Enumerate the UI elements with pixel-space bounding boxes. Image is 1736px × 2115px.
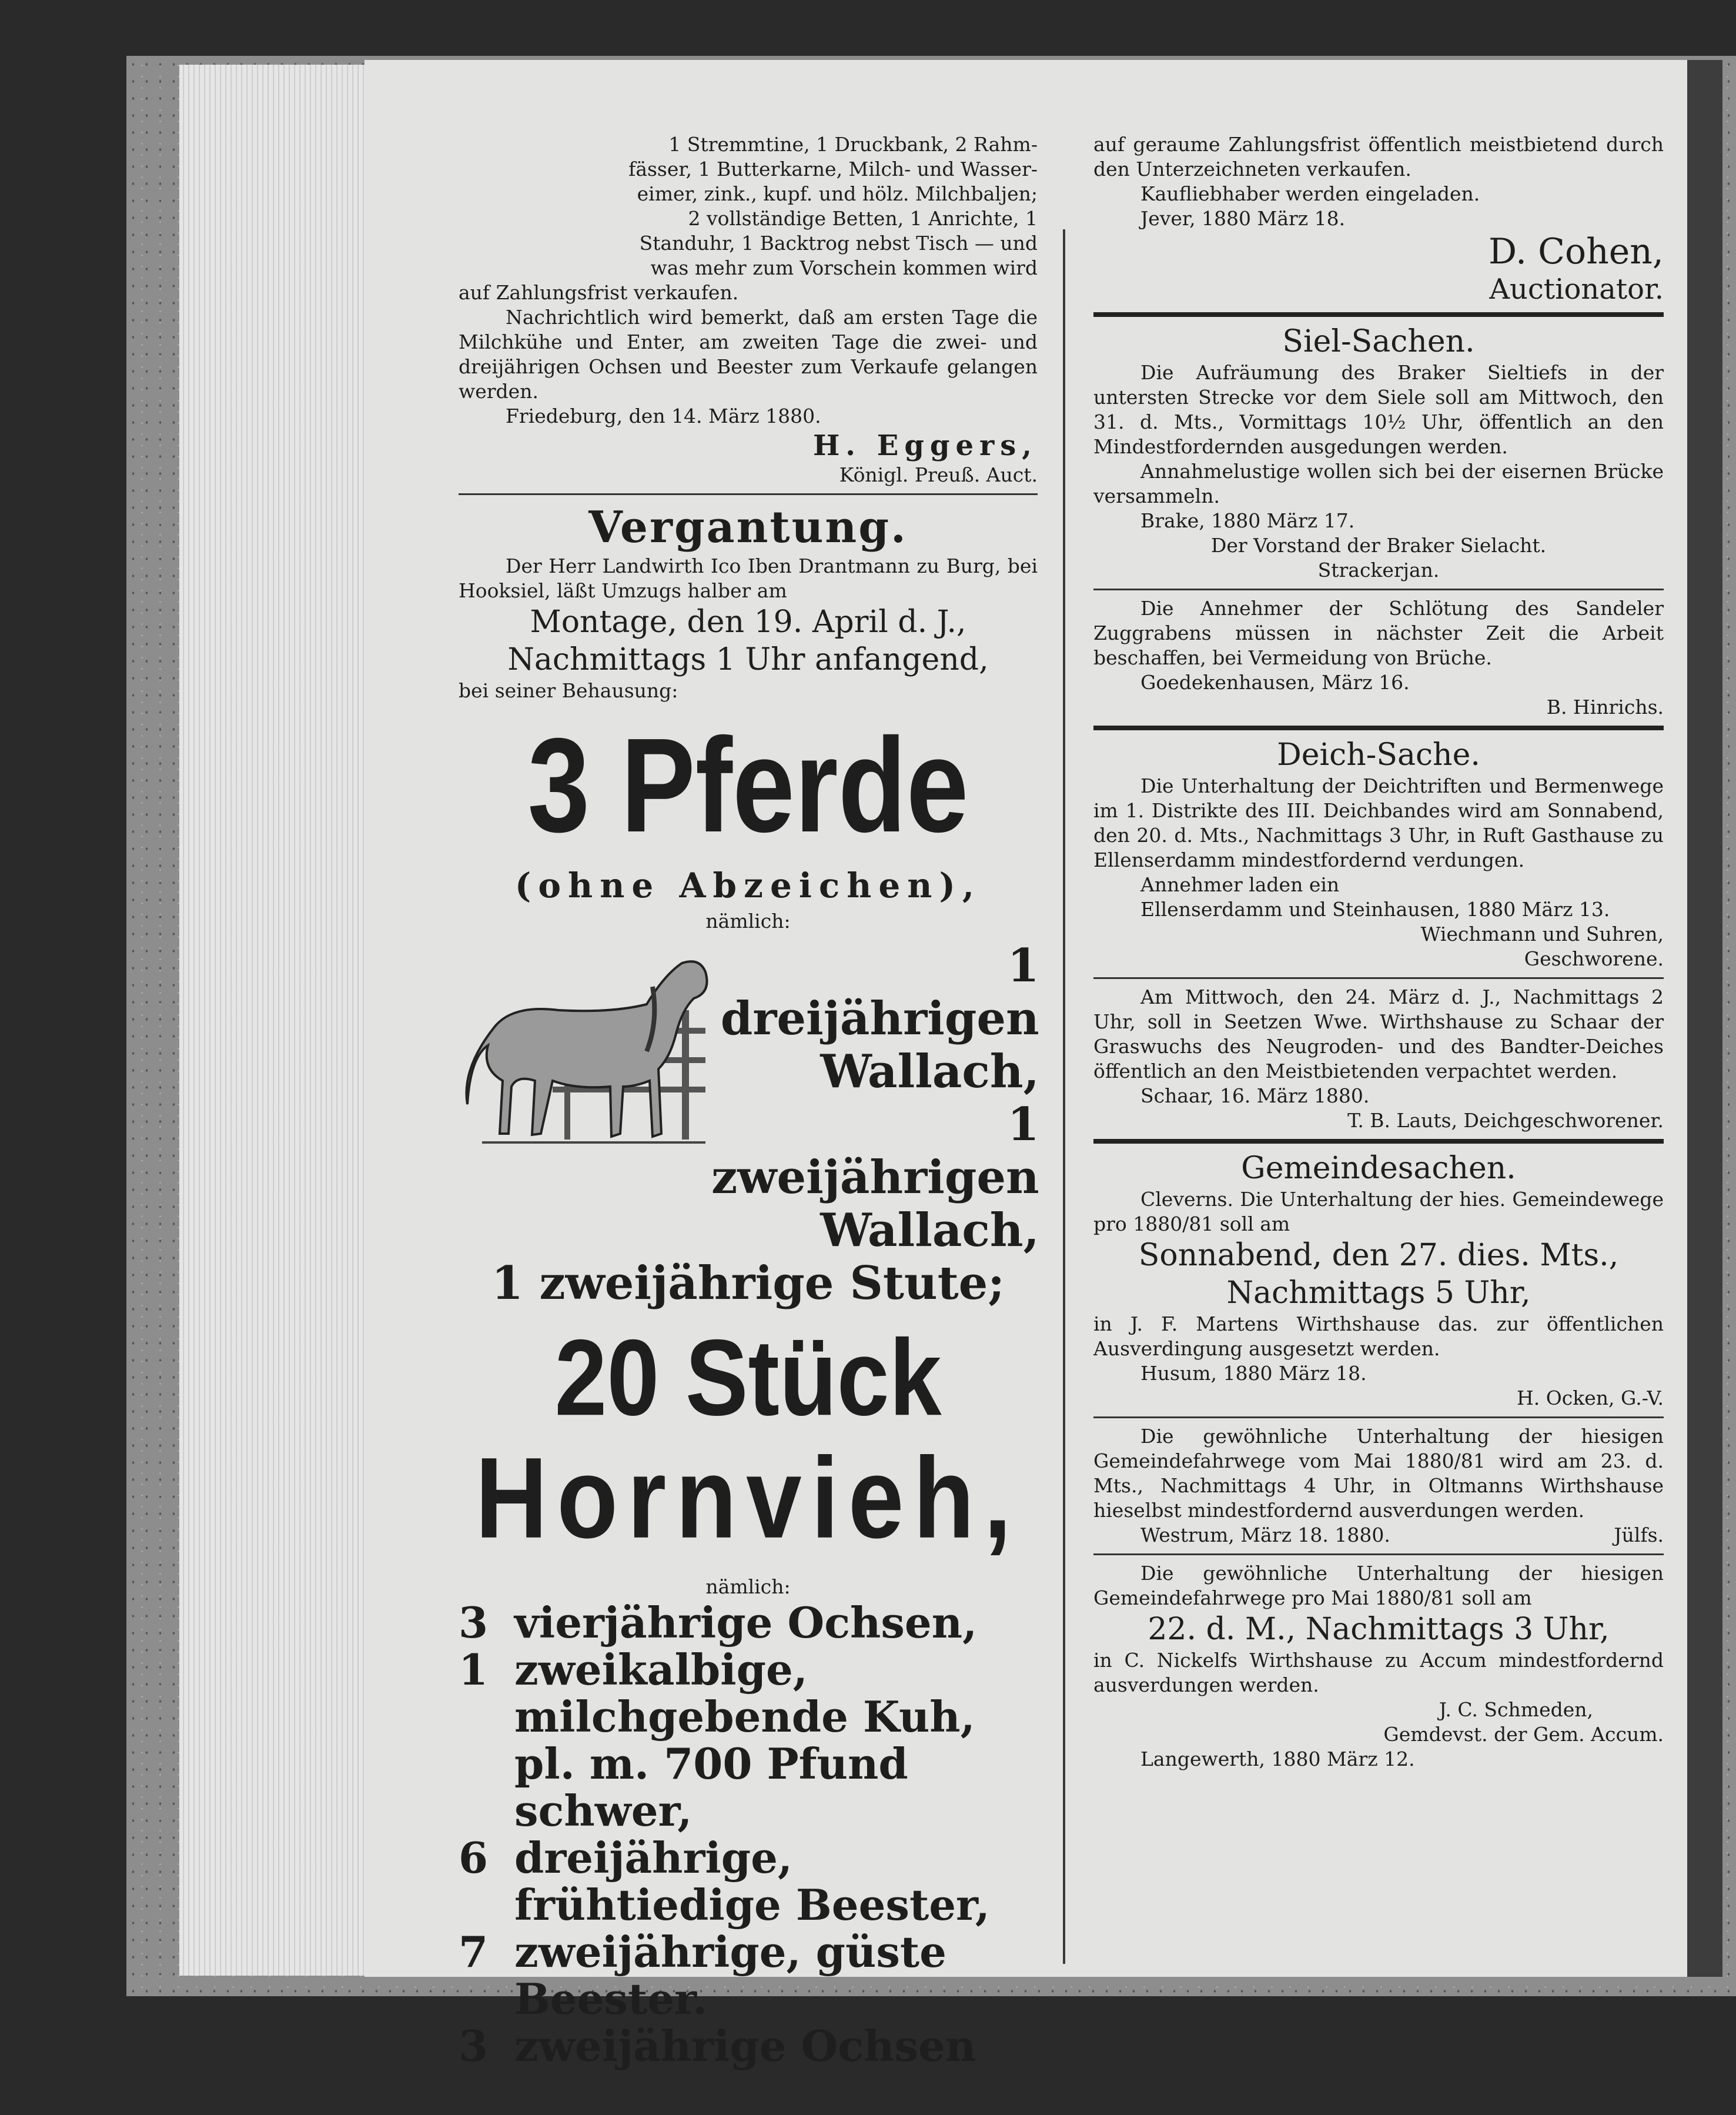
stueck-heading: 20 Stück	[554, 1317, 942, 1438]
horse-item: Wallach,	[820, 1045, 1039, 1098]
gemeinde-time: Nachmittags 5 Uhr,	[1226, 1275, 1531, 1311]
gemeinde-text2: in J. F. Martens Wirthshause das. zur öffentlichen Ausverdingung ausgesetzt werden.	[1093, 1312, 1664, 1360]
deich-place: Ellenserdamm und Steinhausen, 1880 März 13.	[1140, 898, 1610, 921]
siel-date: Brake, 1880 März 17.	[1140, 509, 1355, 532]
cohen-name: D. Cohen,	[1488, 231, 1664, 272]
gemeinde-text: Cleverns. Die Unterhaltung der hies. Gemeindewege pro 1880/81 soll am	[1093, 1188, 1664, 1235]
gemeinde-name: H. Ocken, G.-V.	[1516, 1386, 1664, 1409]
westrum-place: Westrum, März 18. 1880.	[1140, 1523, 1390, 1546]
stute-item: 1 zweijährige Stute;	[491, 1257, 1005, 1310]
deich-heading: Deich-Sache.	[1277, 737, 1480, 773]
ad-heading: Vergantung.	[588, 502, 908, 553]
horse-list	[711, 940, 1039, 1257]
schaar-date: Schaar, 16. März 1880.	[1140, 1084, 1370, 1107]
horse-section	[459, 940, 1038, 1257]
cattle-item: 7 zweijährige, güste Beester.	[459, 1927, 946, 2024]
cohen-text: auf geraume Zahlungsfrist öffentlich meistbietend durch den Unterzeichneten verkaufen.	[1093, 133, 1664, 181]
deich-invite: Annehmer laden ein	[1140, 873, 1340, 896]
text-line: auf Zahlungsfrist verkaufen.	[459, 281, 739, 304]
accum-name: J. C. Schmeden,	[1439, 1698, 1593, 1721]
column-divider	[1063, 229, 1065, 1964]
text-line: was mehr zum Vorschein kommen wird	[650, 256, 1038, 279]
accum-place: Langewerth, 1880 März 12.	[1140, 1748, 1415, 1770]
naemlich-label: nämlich:	[705, 1575, 791, 1598]
pferde-heading: 3 Pferde	[527, 710, 969, 861]
horse-item: 1 dreijährigen	[720, 939, 1039, 1045]
divider-rule	[1093, 312, 1664, 317]
cohen-title: Auctionator.	[1489, 273, 1664, 306]
ad-intro: Der Herr Landwirth Ico Iben Drantmann zu Burg, bei Hooksiel, läßt Umzugs halber am	[459, 554, 1038, 602]
cattle-item: 3 zweijährige Ochsen	[459, 2021, 976, 2071]
horse-illustration	[459, 940, 711, 1157]
text-line: fässer, 1 Butterkarne, Milch- und Wasser-	[628, 158, 1038, 181]
cattle-item: 6 dreijährige, frühtiedige Beester,	[459, 1833, 990, 1930]
siel-vorstand: Der Vorstand der Braker Sielacht.	[1210, 534, 1547, 557]
divider-rule	[1093, 977, 1664, 979]
cattle-item: 1 zweikalbige, milchgebende Kuh, pl. m. 700 Pfund schwer,	[459, 1645, 975, 1836]
accum-text2: in C. Nickelfs Wirthshause zu Accum mindestfordernd ausverdungen werden.	[1093, 1649, 1664, 1696]
cattle-item: 3 vierjährige Ochsen,	[459, 1598, 978, 1648]
ohne-abzeichen: (ohne Abzeichen),	[514, 866, 982, 906]
horse-item: 1 zweijährigen	[711, 1098, 1039, 1204]
gemeinde-date: Sonnabend, den 27. dies. Mts.,	[1138, 1238, 1619, 1273]
westrum-footer	[1093, 1523, 1664, 1548]
right-column	[1093, 132, 1664, 1772]
page-shadow	[1687, 60, 1722, 1977]
ad-location: bei seiner Behausung:	[459, 679, 678, 702]
westrum-name: Jülfs.	[1614, 1523, 1664, 1546]
inventory-list	[459, 132, 1038, 305]
divider-rule	[459, 493, 1038, 495]
deich-text: Die Unterhaltung der Deichtriften und Bermenwege im 1. Distrikte des III. Deichbandes wird am Sonnabend, den 20. d. Mts., Nachmittags 3 Uhr, in Ruft Gasthause zu Ellenserdamm mindestfordernd verdungen.	[1093, 774, 1664, 871]
horse-item: Wallach,	[820, 1204, 1039, 1257]
naemlich-label: nämlich:	[705, 910, 791, 933]
siel-heading: Siel-Sachen.	[1282, 324, 1475, 359]
gemeinde-heading: Gemeindesachen.	[1241, 1151, 1516, 1186]
divider-rule	[1093, 726, 1664, 730]
signature-name: H. Eggers,	[812, 429, 1038, 462]
text-line: eimer, zink., kupf. und hölz. Milchbaljen;	[637, 182, 1038, 205]
text-line: 1 Stremmtine, 1 Druckbank, 2 Rahm-	[668, 133, 1038, 156]
divider-rule	[1093, 1139, 1664, 1144]
siel-name: Strackerjan.	[1317, 559, 1440, 582]
siel-text2: Annahmelustige wollen sich bei der eisernen Brücke versammeln.	[1093, 460, 1664, 507]
signature-title: Königl. Preuß. Auct.	[839, 463, 1038, 486]
accum-title: Gemdevst. der Gem. Accum.	[1383, 1723, 1664, 1746]
text-line: 2 vollständige Betten, 1 Anrichte, 1	[688, 207, 1038, 230]
divider-rule	[1093, 1553, 1664, 1555]
cohen-date: Jever, 1880 März 18.	[1140, 207, 1346, 230]
accum-text: Die gewöhnliche Unterhaltung der hiesigen Gemeindefahrwege pro Mai 1880/81 soll am	[1093, 1562, 1664, 1609]
westrum-text: Die gewöhnliche Unterhaltung der hiesigen Gemeindefahrwege vom Mai 1880/81 wird am 23. d. Mts., Nachmittags 4 Uhr, in Oltmanns Wirthshause hieselbst mindestfordernd ausverdungen werden.	[1093, 1425, 1664, 1522]
zug-name: B. Hinrichs.	[1546, 696, 1664, 719]
divider-rule	[1093, 589, 1664, 590]
hornvieh-heading: Hornvieh,	[475, 1434, 1021, 1563]
siel-text: Die Aufräumung des Braker Sieltiefs in der untersten Strecke vor dem Siele soll am Mittwoch, den 31. d. Mts., Vormittags 10½ Uhr, öffentlich an den Mindestfordernden ausgedungen werden.	[1093, 361, 1664, 458]
deich-title: Geschworene.	[1524, 947, 1664, 970]
deich-names: Wiechmann und Suhren,	[1420, 923, 1664, 945]
auction-note: Nachrichtlich wird bemerkt, daß am ersten Tage die Milchkühe und Enter, am zweiten Tage die zwei- und dreijährigen Ochsen und Beester zum Verkaufe gelangen werden.	[459, 306, 1038, 403]
accum-date: 22. d. M., Nachmittags 3 Uhr,	[1148, 1612, 1610, 1647]
text-line: Standuhr, 1 Backtrog nebst Tisch — und	[639, 232, 1038, 255]
gemeinde-place: Husum, 1880 März 18.	[1140, 1362, 1367, 1385]
schaar-text: Am Mittwoch, den 24. März d. J., Nachmittags 2 Uhr, soll in Seetzen Wwe. Wirthshause zu Schaar der Graswuchs des Neugroden- und des Bandter-Deiches öffentlich an den Meistbietenden verpachtet werden.	[1093, 985, 1664, 1082]
place-date: Friedeburg, den 14. März 1880.	[506, 405, 821, 427]
page-edges	[179, 65, 367, 1976]
schaar-name: T. B. Lauts, Deichgeschworener.	[1347, 1109, 1664, 1132]
ad-date: Montage, den 19. April d. J.,	[530, 604, 966, 640]
cohen-invite: Kaufliebhaber werden eingeladen.	[1140, 182, 1480, 205]
left-column	[459, 132, 1038, 2070]
zug-text: Die Annehmer der Schlötung des Sandeler Zuggrabens müssen in nächster Zeit die Arbeit beschaffen, bei Vermeidung von Brüche.	[1093, 597, 1664, 669]
ad-time: Nachmittags 1 Uhr anfangend,	[507, 642, 989, 677]
divider-rule	[1093, 1416, 1664, 1418]
zug-date: Goedekenhausen, März 16.	[1140, 671, 1410, 694]
